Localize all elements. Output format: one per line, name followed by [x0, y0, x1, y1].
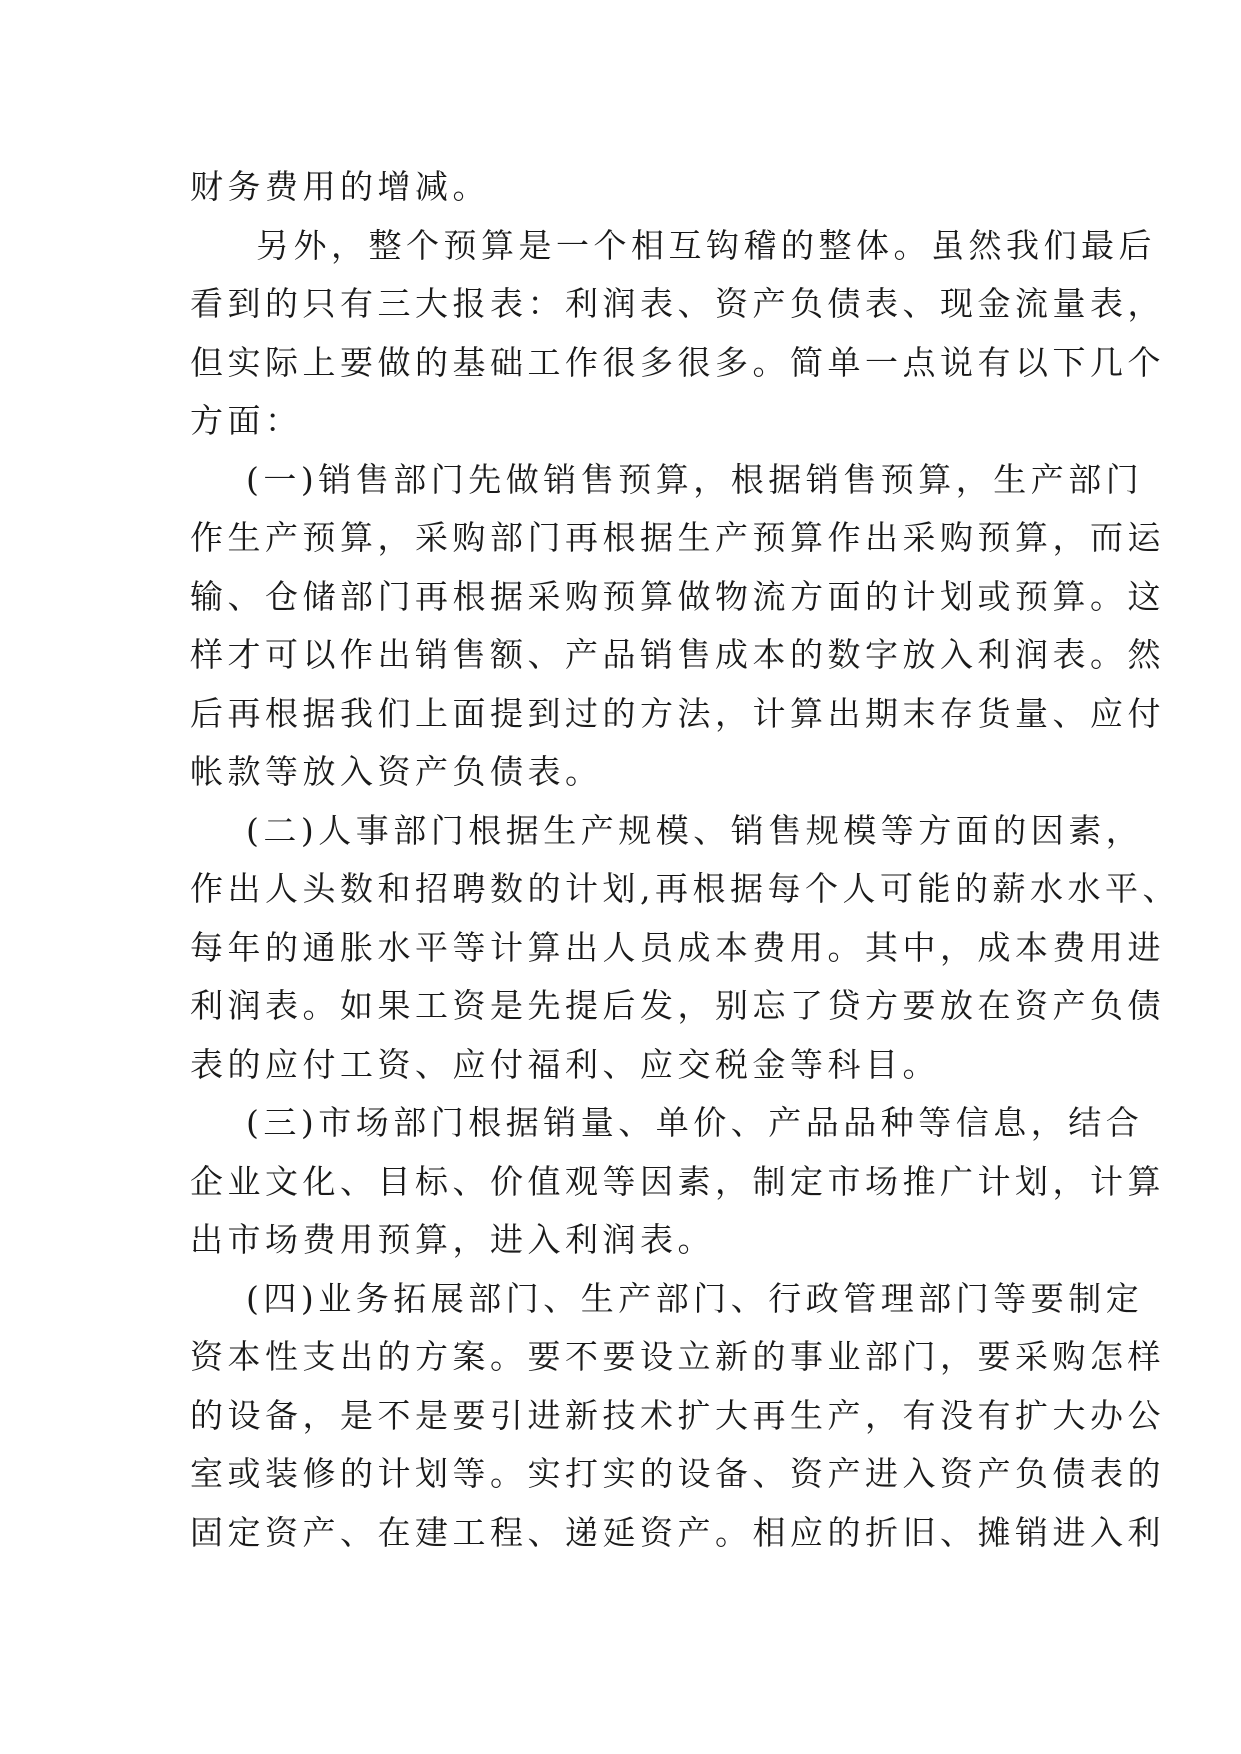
section-three-start-line: (三)市场部门根据销量、单价、产品品种等信息，结合 [246, 1103, 1144, 1142]
text-line: 企业文化、目标、价值观等因素，制定市场推广计划，计算 [190, 1161, 1165, 1201]
text-line: 作出人头数和招聘数的计划,再根据每个人可能的薪水水平、 [190, 869, 1180, 908]
text-line: 财务费用的增减。 [190, 167, 490, 206]
text-line: 作生产预算，采购部门再根据生产预算作出采购预算，而运 [190, 518, 1165, 557]
section-one-start-line: (一)销售部门先做销售预算，根据销售预算，生产部门 [246, 459, 1144, 499]
document-body [190, 158, 1180, 1562]
text-line: 的设备，是不是要引进新技术扩大再生产，有没有扩大办公 [190, 1395, 1165, 1435]
text-line: 帐款等放入资产负债表。 [190, 752, 603, 791]
text-line: 每年的通胀水平等计算出人员成本费用。其中，成本费用进 [190, 927, 1165, 967]
text-line: 利润表。如果工资是先提后发，别忘了贷方要放在资产负债 [190, 986, 1165, 1025]
text-line: 样才可以作出销售额、产品销售成本的数字放入利润表。然 [190, 635, 1165, 674]
text-line: 方面： [190, 401, 303, 440]
text-line: 表的应付工资、应付福利、应交税金等科目。 [190, 1044, 940, 1084]
text-line: 看到的只有三大报表：利润表、资产负债表、现金流量表， [190, 284, 1165, 323]
text-line: 但实际上要做的基础工作很多很多。简单一点说有以下几个 [190, 342, 1165, 382]
section-four-start-line: (四)业务拓展部门、生产部门、行政管理部门等要制定 [246, 1278, 1144, 1318]
text-line: 出市场费用预算，进入利润表。 [190, 1220, 715, 1259]
text-line: 后再根据我们上面提到过的方法，计算出期末存货量、应付 [190, 693, 1165, 733]
text-line: 资本性支出的方案。要不要设立新的事业部门，要采购怎样 [190, 1337, 1165, 1376]
text-line: 固定资产、在建工程、递延资产。相应的折旧、摊销进入利 [190, 1512, 1165, 1552]
text-line: 输、仓储部门再根据采购预算做物流方面的计划或预算。这 [190, 576, 1165, 616]
text-line: 室或装修的计划等。实打实的设备、资产进入资产负债表的 [190, 1454, 1165, 1493]
section-two-start-line: (二)人事部门根据生产规模、销售规模等方面的因素， [246, 810, 1144, 850]
paragraph-start-line: 另外，整个预算是一个相互钩稽的整体。虽然我们最后 [256, 225, 1156, 265]
